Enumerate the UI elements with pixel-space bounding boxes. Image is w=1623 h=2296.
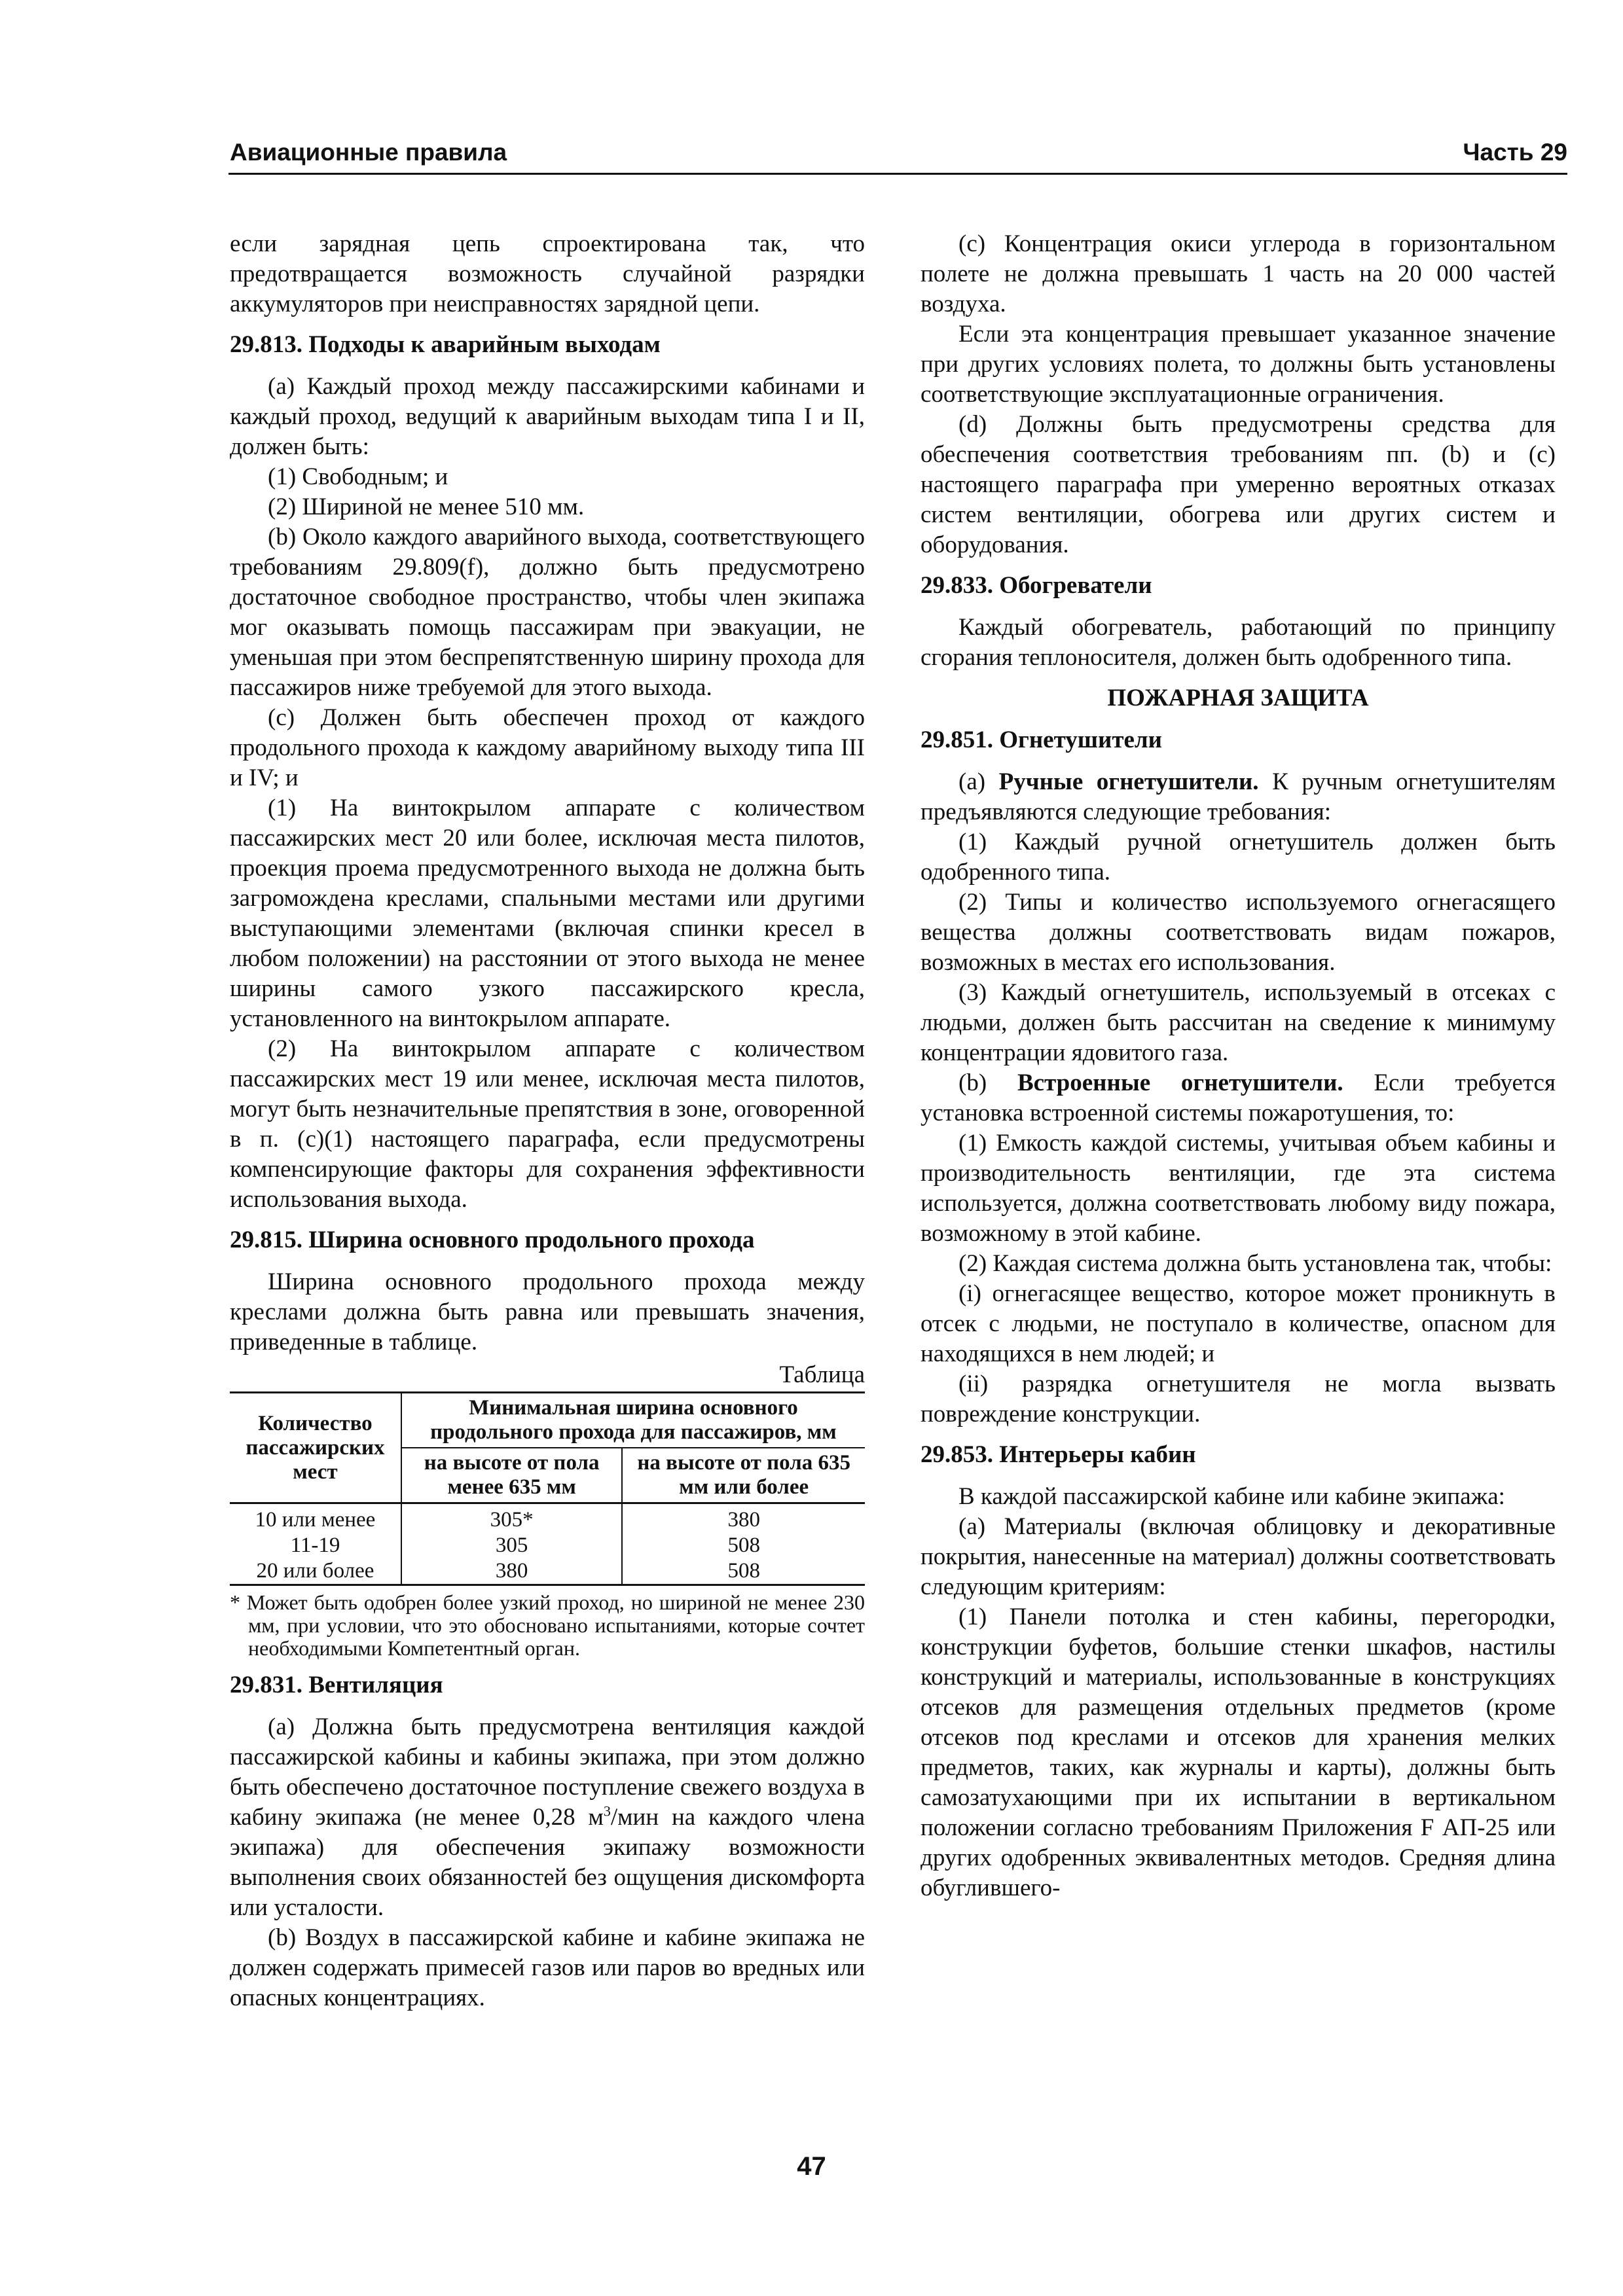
cell-seats: 20 или более xyxy=(230,1558,401,1585)
table-header-low: на высоте от пола менее 635 мм xyxy=(401,1448,623,1503)
header-part: Часть 29 xyxy=(1463,139,1567,166)
bold-term: Ручные огнетушители. xyxy=(998,768,1259,795)
paragraph: (b) Около каждого аварийного выхода, соответствующего требованиям 29.809(f), должно быть предусмотрено достаточное свободное пространство, чтобы член экипажа мог оказывать помощь пассажирам при эвакуации, не уменьшая при этом беспрепятственную ширину прохода для пассажиров ниже требуемой для этого выхода. xyxy=(230,524,865,701)
paragraph: Ширина основного продольного прохода между креслами должна быть равна или превышать значения, приведенные в таблице. xyxy=(230,1268,865,1355)
paragraph: (3) Каждый огнетушитель, используемый в отсеках с людьми, должен быть рассчитан на сведение к минимуму концентрации ядовитого газа. xyxy=(921,979,1556,1066)
cell-seats: 10 или менее xyxy=(255,1508,376,1532)
table-header-seats: Количество пассажирских мест xyxy=(230,1393,401,1503)
paragraph: (1) Каждый ручной огнетушитель должен быть одобренного типа. xyxy=(921,829,1556,886)
header-title: Авиационные правила xyxy=(230,139,507,166)
paragraph: (1) Емкость каждой системы, учитывая объем кабины и производительность вентиляции, где эта система используется, должна соответствовать любому виду пожара, возможному в этой кабине. xyxy=(921,1130,1556,1247)
superscript: 3 xyxy=(603,1803,611,1820)
paragraph: (a) Материалы (включая облицовку и декоративные покрытия, нанесенные на материал) должны соответствовать следующим критериям: xyxy=(921,1513,1556,1600)
table-header-high: на высоте от пола 635 мм или более xyxy=(622,1448,865,1503)
section-heading-29-831: 29.831. Вентиляция xyxy=(230,1672,443,1698)
table-row xyxy=(230,1558,865,1585)
paragraph: Если эта концентрация превышает указанное значение при других условиях полета, то должны быть установлены соответствующие эксплуатационные ограничения. xyxy=(921,321,1556,408)
section-heading-29-813: 29.813. Подходы к аварийным выходам xyxy=(230,331,661,358)
table-caption: Таблица xyxy=(779,1361,865,1388)
paragraph: если зарядная цепь спроектирована так, что предотвращается возможность случайной разрядки аккумуляторов при неисправностях зарядной цепи. xyxy=(230,230,865,317)
paragraph: (b) Воздух в пассажирской кабине и кабине экипажа не должен содержать примесей газов или паров во вредных или опасных концентрациях. xyxy=(230,1924,865,2011)
paragraph: (2) Типы и количество используемого огнегасящего вещества должны соответствовать видам пожаров, возможных в местах его использования. xyxy=(921,889,1556,976)
paragraph xyxy=(921,767,1556,827)
table-row xyxy=(230,1533,865,1558)
page-number: 47 xyxy=(797,2152,826,2181)
cell-seats: 11-19 xyxy=(290,1534,340,1557)
section-heading-29-851: 29.851. Огнетушители xyxy=(921,726,1162,753)
text-run: (a) xyxy=(958,768,999,795)
paragraph: (c) Концентрация окиси углерода в горизонтальном полете не должна превышать 1 часть на 20 000 частей воздуха. xyxy=(921,230,1556,317)
paragraph xyxy=(230,1712,865,1923)
paragraph: (i) огнегасящее вещество, которое может проникнуть в отсек с людьми, не поступало в количестве, опасном для находящихся в нем людей; и xyxy=(921,1280,1556,1367)
cell-low: 305 xyxy=(401,1533,623,1558)
cell-high: 380 xyxy=(622,1503,865,1534)
section-heading-29-815: 29.815. Ширина основного продольного прохода xyxy=(230,1227,755,1253)
paragraph: (2) Каждая система должна быть установлена так, чтобы: xyxy=(958,1250,1552,1277)
left-column xyxy=(230,229,865,2013)
cell-low: 305* xyxy=(401,1503,623,1534)
paragraph: (2) Шириной не менее 510 мм. xyxy=(268,493,585,520)
paragraph: (1) Панели потолка и стен кабины, перегородки, конструкции буфетов, большие стенки шкафов, настилы конструкций и материалы, использованные в конструкциях отсеков для размещения отдельных предметов (кроме отсеков под креслами и отсеков для хранения мелких предметов, таких, как журналы и карты), должны быть самозатухающими при их испытании в вертикальном положении согласно требованиям Приложения F АП-25 или других одобренных эквивалентных методов. Средняя длина обуглившего- xyxy=(921,1604,1556,1901)
cell-high: 508 xyxy=(622,1533,865,1558)
table-footnote: * Может быть одобрен более узкий проход, но шириной не менее 230 мм, при условии, что это обосновано испытаниями, которые сочтет необходимыми Компетентный орган. xyxy=(230,1590,865,1660)
paragraph: Каждый обогреватель, работающий по принципу сгорания теплоносителя, должен быть одобренного типа. xyxy=(921,614,1556,671)
cell-low: 380 xyxy=(401,1558,623,1585)
right-column xyxy=(921,229,1556,1903)
section-heading-29-833: 29.833. Обогреватели xyxy=(921,572,1152,599)
text-run: (a) Должна быть предусмотрена вентиляция каждой пассажирской кабины и кабины экипажа, при этом должно быть обеспечено достаточное поступление свежего воздуха в кабину экипажа (не менее 0,28 м xyxy=(230,1713,865,1831)
paragraph: В каждой пассажирской кабине или кабине экипажа: xyxy=(958,1483,1505,1510)
running-header xyxy=(228,131,1567,175)
table-header-min-width: Минимальная ширина основного продольного прохода для пассажиров, мм xyxy=(401,1393,865,1448)
chapter-heading: ПОЖАРНАЯ ЗАЩИТА xyxy=(1107,685,1369,711)
paragraph: (2) На винтокрылом аппарате с количеством пассажирских мест 19 или менее, исключая места пилотов, могут быть незначительные препятствия в зоне, оговоренной в п. (c)(1) настоящего параграфа, если предусмотрены компенсирующие факторы для сохранения эффективности использования выхода. xyxy=(230,1035,865,1213)
cell-high: 508 xyxy=(622,1558,865,1585)
paragraph: (c) Должен быть обеспечен проход от каждого продольного прохода к каждому аварийному выходу типа III и IV; и xyxy=(230,704,865,791)
text-run: К ручным огнетушителям предъявляются следующие требования: xyxy=(921,768,1556,825)
aisle-width-table xyxy=(230,1391,865,1586)
paragraph: (a) Каждый проход между пассажирскими кабинами и каждый проход, ведущий к аварийным выходам типа I и II, должен быть: xyxy=(230,373,865,460)
paragraph: (d) Должны быть предусмотрены средства для обеспечения соответствия требованиям пп. (b) и (c) настоящего параграфа при умеренно вероятных отказах систем вентиляции, обогрева или других систем и оборудования. xyxy=(921,411,1556,558)
bold-term: Встроенные огнетушители. xyxy=(1017,1069,1343,1096)
text-run: /мин на каждого члена экипажа) для обеспечения экипажу возможности выполнения своих обязанностей без ощущения дискомфорта или усталости. xyxy=(230,1804,865,1921)
paragraph: (1) На винтокрылом аппарате с количеством пассажирских мест 20 или более, исключая места пилотов, проекция проема предусмотренного выхода не должна быть загромождена креслами, спальными местами или другими выступающими элементами (включая спинки кресел в любом положении) на расстоянии от этого выхода не менее ширины самого узкого пассажирского кресла, установленного на винтокрылом аппарате. xyxy=(230,795,865,1032)
paragraph: (ii) разрядка огнетушителя не могла вызвать повреждение конструкции. xyxy=(921,1371,1556,1427)
text-run: Если требуется установка встроенной системы пожаротушения, то: xyxy=(921,1069,1556,1126)
section-heading-29-853: 29.853. Интерьеры кабин xyxy=(921,1441,1196,1468)
table-row xyxy=(230,1503,865,1534)
text-run: (b) xyxy=(958,1069,1017,1096)
paragraph: (1) Свободным; и xyxy=(268,463,448,490)
paragraph xyxy=(921,1068,1556,1128)
